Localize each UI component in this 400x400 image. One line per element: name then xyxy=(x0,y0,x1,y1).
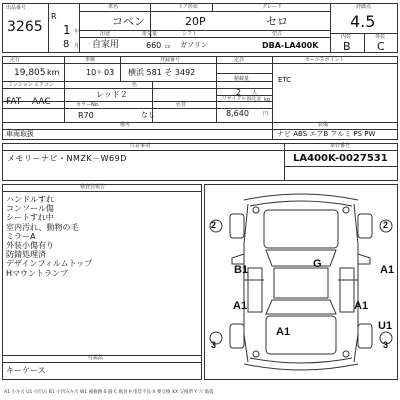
accessories-label: 付属品 xyxy=(88,355,104,361)
displacement-unit: cc xyxy=(165,44,171,50)
inspection-year: 03 xyxy=(104,68,115,77)
color: レッド２ xyxy=(96,90,128,99)
recycle: 8,640 xyxy=(226,109,249,118)
car-diagram xyxy=(204,184,398,380)
plate-label: 登録番号 xyxy=(160,57,181,63)
model-code-label: 型式 xyxy=(272,31,283,37)
inspector-line: シートすれ中 xyxy=(6,213,54,223)
mileage-unit: km xyxy=(47,68,60,77)
inspector-line: コンソール傷 xyxy=(6,204,54,214)
month-unit: 月 xyxy=(74,43,80,49)
chassis-number: LA400K-0027531 xyxy=(293,153,388,164)
mark-a1-right: A1 xyxy=(380,264,395,276)
mileage: 19,805 xyxy=(14,68,46,78)
remarks-label: 備考 xyxy=(120,122,131,128)
equipment: ナビ ABS エアB アルミ PS PW xyxy=(277,130,376,138)
remarks: 車両取扱 xyxy=(6,130,34,138)
door-label: ドア形状 xyxy=(178,4,198,10)
color-code: R70 xyxy=(78,111,94,120)
lot-label: 出品番号 xyxy=(6,5,27,11)
mark-a1-mid-left: A1 xyxy=(233,300,248,312)
mark-b1: B1 xyxy=(234,264,249,276)
ac: AAC xyxy=(32,97,51,107)
tire-mark-front-left: 2 xyxy=(211,220,217,230)
sales-point-text: ETC xyxy=(278,76,292,84)
model-code: DBA-LA400K xyxy=(262,41,319,50)
accessories: キーケース xyxy=(6,366,46,375)
usage: 自家用 xyxy=(92,40,120,50)
color-code-label: カラーNo. xyxy=(76,102,100,108)
displacement-label: 排気量 xyxy=(142,31,158,37)
lot-number: 3265 xyxy=(7,19,43,35)
inspection-label: 車検 xyxy=(85,57,96,63)
inspector-line: Hマウントランプ xyxy=(6,268,69,278)
notes-label: 注意事項 xyxy=(130,143,151,149)
footer-note: A1 小キズ U1 小凹み B1 小凹みキズ W1 補修跡 S 錆 C 腐食 P 塗装不良 X 要交換 XX 交換済 Y 穴 亀裂 xyxy=(4,390,214,395)
inspector-line: 室内汚れ、動物の毛 xyxy=(6,222,79,232)
spec-box xyxy=(2,56,398,140)
inspector-line: 防錆処理済 xyxy=(6,250,46,260)
tire-mark-front-right: 2 xyxy=(383,220,389,230)
notes-text: メモリーナビ・NMZK－W69D xyxy=(7,154,127,163)
grade-label: グレード xyxy=(262,4,283,10)
plate: 横浜 581 そ 3492 xyxy=(128,68,196,77)
year-value: 1 xyxy=(63,23,71,37)
score: 4.5 xyxy=(350,12,376,31)
displacement: 660 xyxy=(146,41,162,50)
year-unit: 年 xyxy=(74,29,80,35)
transmission: FAT xyxy=(6,97,22,107)
mark-g: G xyxy=(313,258,322,270)
model-month: 8 xyxy=(63,39,70,50)
shift-label: シフト xyxy=(182,31,198,37)
recycle-unit: 円 xyxy=(263,111,269,117)
inspection: 10 xyxy=(86,68,97,77)
usage-label: 用途 xyxy=(100,31,111,37)
car-name: コペン xyxy=(112,15,145,28)
exterior-label: 外装 xyxy=(375,34,386,40)
inspector-line: デザインフィルムトップ xyxy=(6,259,93,269)
color-change: なし xyxy=(141,111,155,119)
seats: 2 xyxy=(236,88,242,97)
chassis-label: 車台番号 xyxy=(330,143,351,149)
mark-a1-mid-right: A1 xyxy=(354,300,369,312)
load-unit: kg xyxy=(264,97,271,103)
inspector-line: ミラーA xyxy=(6,231,36,241)
exterior-grade: C xyxy=(377,40,385,53)
tire-mark-rear-left: 3 xyxy=(211,340,217,350)
mark-a1-bottom: A1 xyxy=(276,326,291,338)
mileage-label: 走行 xyxy=(10,57,21,63)
door-type: 20P xyxy=(185,15,206,28)
equipment-label: 装備 xyxy=(318,122,329,128)
inspector-line: ハンドルすれ xyxy=(6,195,54,204)
inspector-line: 外装小傷有り xyxy=(6,241,54,250)
fuel: ガソリン xyxy=(180,41,208,49)
score-label: 評価点 xyxy=(356,4,372,10)
mark-u1: U1 xyxy=(378,320,393,332)
grade: セロ xyxy=(266,15,288,28)
era: R xyxy=(51,12,57,21)
seats-unit: 人 xyxy=(252,90,258,96)
ac-label: エアコン xyxy=(34,82,54,88)
color-label: 色 xyxy=(132,82,138,88)
tire-mark-rear-right: 3 xyxy=(383,340,389,350)
color-change-label: 色替 xyxy=(176,102,187,108)
sales-point-label: セールスポイント xyxy=(305,57,345,63)
interior-label: 内装 xyxy=(341,34,352,40)
transmission-label: ミッション xyxy=(8,82,33,88)
inspection-sep: 年 xyxy=(97,70,103,76)
car-name-label: 車名 xyxy=(108,4,119,10)
recycle-label: リサイクル預託金 xyxy=(222,96,262,102)
load-label: 積載量 xyxy=(234,76,250,82)
inspector-label: 検査員報告 xyxy=(80,184,106,190)
seats-label: 定員 xyxy=(234,57,245,63)
interior-grade: B xyxy=(343,40,351,53)
